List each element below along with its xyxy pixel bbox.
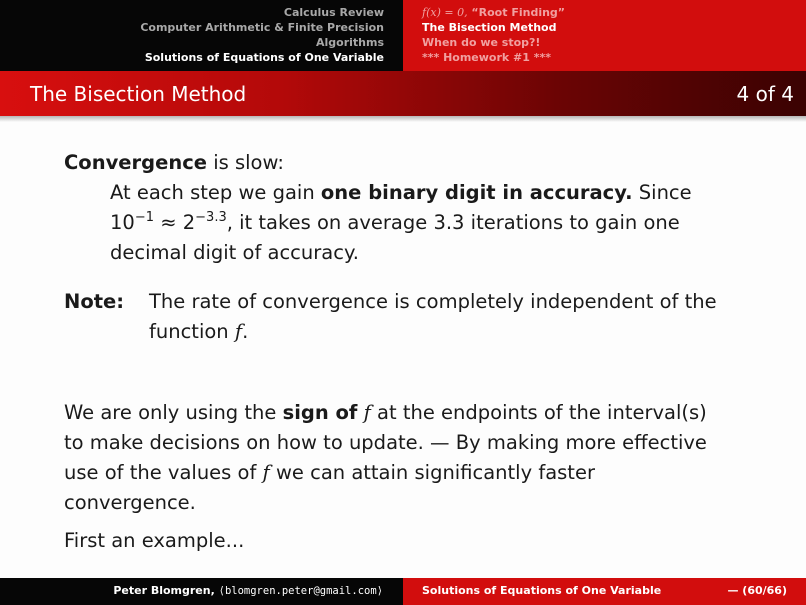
note-label: Note: [64, 290, 125, 313]
sign-paragraph-line-2: to make decisions on how to update. — By making more effective [64, 431, 707, 454]
nav-root-finding-label: “Root Finding” [471, 6, 566, 19]
nav-computer-arithmetic[interactable]: Computer Arithmetic & Finite Precision [140, 21, 384, 34]
para2-line3-b: we can attain significantly faster [269, 461, 595, 484]
note-f: f [234, 320, 243, 343]
convergence-rest: is slow: [207, 151, 284, 174]
frame-counter: 4 of 4 [736, 82, 794, 106]
para1-bold: one binary digit in accuracy. [320, 181, 633, 204]
para1-exp2: −3.3 [195, 210, 227, 225]
para2-text-b: at the endpoints of the interval(s) [370, 401, 707, 424]
note-line-1: The rate of convergence is completely independent of the [149, 290, 717, 313]
section-nav [0, 0, 403, 71]
para2-line3-a: use of the values of [64, 461, 263, 484]
nav-homework-1[interactable]: *** Homework #1 *** [422, 51, 552, 64]
note-text-a: function [149, 320, 235, 343]
sign-paragraph-line-1 [64, 398, 742, 428]
convergence-line-3: decimal digit of accuracy. [110, 241, 359, 264]
convergence-heading [64, 148, 284, 178]
nav-calculus-review[interactable]: Calculus Review [283, 6, 384, 19]
frame-title: The Bisection Method [30, 82, 247, 106]
footer-author-panel [0, 578, 403, 605]
para2-f2: f [262, 461, 270, 484]
footer-section-link[interactable]: Solutions of Equations of One Variable [422, 584, 662, 597]
para1-text-c: , it takes on average 3.3 iterations to gain one [226, 211, 680, 234]
sign-paragraph-line-4: convergence. [64, 491, 196, 514]
nav-solutions-of-equations[interactable]: Solutions of Equations of One Variable [144, 51, 384, 64]
para1-text-a: At each step we gain [110, 181, 321, 204]
author-name: Peter Blomgren, [113, 584, 215, 597]
subsection-nav [403, 0, 806, 71]
para1-approx: ≈ 2 [154, 211, 196, 234]
nav-algorithms[interactable]: Algorithms [315, 36, 384, 49]
footer-page-number: — (60/66) [727, 584, 787, 597]
nav-bisection-method[interactable]: The Bisection Method [422, 21, 557, 34]
nav-when-do-we-stop[interactable]: When do we stop?! [422, 36, 541, 49]
convergence-line-1 [110, 178, 742, 208]
note-line-2 [149, 317, 248, 347]
author-email: ⟨blomgren.peter@gmail.com⟩ [218, 585, 383, 597]
header-navigation [0, 0, 806, 71]
frame-title-bar [0, 71, 806, 116]
footer-section-panel [403, 578, 806, 605]
note-text-b: . [242, 320, 249, 343]
footer-author [113, 584, 383, 597]
para2-f1: f [363, 401, 371, 424]
para1-text-b: Since [632, 181, 692, 204]
sign-paragraph-line-3 [64, 458, 595, 488]
convergence-line-2 [110, 208, 742, 238]
para2-bold: sign of [282, 401, 358, 424]
footer [0, 578, 806, 605]
nav-root-finding-math: f(x) = 0, [422, 6, 468, 19]
convergence-term: Convergence [64, 151, 207, 174]
para2-text-a: We are only using the [64, 401, 283, 424]
slide-body [0, 116, 806, 578]
para1-base10: 10 [110, 211, 135, 234]
para1-exp10: −1 [134, 210, 154, 225]
nav-root-finding[interactable] [422, 5, 565, 20]
example-intro: First an example... [64, 529, 245, 552]
